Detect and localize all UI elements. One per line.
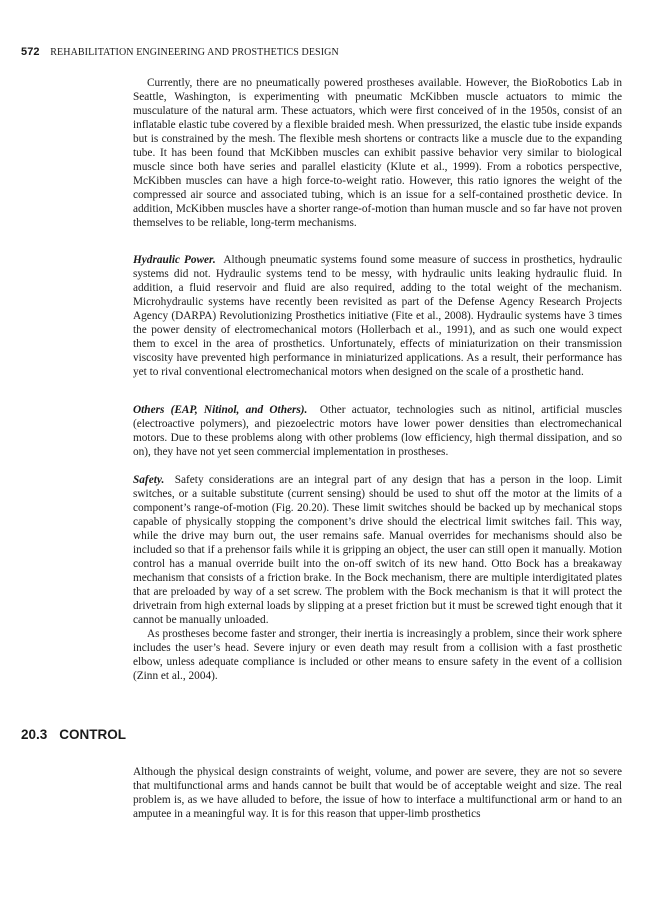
paragraph-text: Currently, there are no pneumatically powered prostheses available. However, the BioRobotics Lab in Seattle, Washington, is experimenting with pneumatic McKibben muscle actuators to mimic the musculature of the natural arm. These actuators, which were first conceived of in the 1950s, consist of an inflatable elastic tube covered by a flexible braided mesh. When pressurized, the elastic tube inside expands but is constrained by the mesh. The flexible mesh shortens or contracts like a muscle due to the expanding tube. It has been found that McKibben muscles can exhibit passive behavior very similar to biological muscle since both have series and parallel elasticity (Klute et al., 1999). From a robotics perspective, McKibben muscles can have a high force-to-weight ratio. However, this ratio ignores the weight of the compressed air source and associated tubing, which is an issue for a self-contained prosthetic device. In addition, McKibben muscles have a shorter range-of-motion than human muscle and so far have not proven themselves to be reliable, long-term mechanisms. — [133, 77, 622, 229]
paragraph-heading-others: Others (EAP, Nitinol, and Others). — [133, 404, 308, 416]
paragraph-hydraulic — [133, 253, 622, 379]
paragraph-text: Although pneumatic systems found some measure of success in prosthetics, hydraulic systems did not. Hydraulic systems tend to be messy, with hydraulic units leaking hydraulic fluid. In addition, a fluid reservoir and fluid are also required, adding to the total weight of the mechanism. Microhydraulic systems have recently been revisited as part of the Defense Agency Research Projects Agency (DARPA) Revolutionizing Prosthetics initiative (Fite et al., 2008). Hydraulic systems have 3 times the power density of electromechanical motors (Hollerbach et al., 1991), and as such one would expect them to excel in the area of prosthetics. Unfortunately, effects of miniaturization on their transmission viscosity have prevented high performance in miniaturized applications. As a result, their performance has yet to rival conventional electromechanical motors when designed on the scale of a prosthetic hand. — [133, 254, 622, 378]
section-number: 20.3 — [21, 727, 48, 742]
running-header — [21, 46, 339, 58]
paragraph-text: Other actuator, technologies such as nitinol, artificial muscles (electroactive polymers), and piezoelectric motors have lower power densities than electromechanical motors. Due to these problems along with other problems (low efficiency, high thermal dissipation, and so on), they have not yet seen commercial implementation in prostheses. — [133, 404, 622, 458]
paragraph-text: Safety considerations are an integral part of any design that has a person in the loop. Limit switches, or a suitable substitute (current sensing) should be used to shut off the motor at the limits of a component’s range-of-motion (Fig. 20.20). These limit switches should be backed up by mechanical stops capable of physically stopping the component’s drive should the electrical limit switches fail. This way, while the drive may burn out, the user remains safe. Manual overrides for mechanisms should also be included so that if a prehensor fails while it is gripping an object, the user can still open it manually. Motion control has a manual override built into the on-off switch of its new hand. Otto Bock has a breakaway mechanism that consists of a friction brake. In the Bock mechanism, there are multiple interdigitated plates that are preloaded by way of a set screw. The problem with the Bock mechanism is that it will protect the drivetrain from high external loads by slipping at a preset friction but it must be screwed tight enough that it cannot be manually unloaded. — [133, 474, 622, 626]
paragraph-inertia: As prostheses become faster and stronger, their inertia is increasingly a problem, since their work sphere includes the user’s head. Severe injury or even death may result from a collision with a fast prosthetic elbow, unless adequate compliance is included or other means to ensure safety in the event of a collision (Zinn et al., 2004). — [133, 628, 622, 682]
running-title: REHABILITATION ENGINEERING AND PROSTHETICS DESIGN — [50, 47, 339, 58]
section-title: CONTROL — [59, 727, 127, 742]
paragraph-heading-safety: Safety. — [133, 474, 165, 486]
paragraph-others — [133, 403, 622, 459]
page-number: 572 — [21, 46, 40, 58]
paragraph-control — [133, 765, 622, 821]
paragraph-intro — [133, 76, 622, 230]
paragraph-heading-hydraulic: Hydraulic Power. — [133, 254, 216, 266]
section-heading — [21, 727, 126, 742]
paragraph-safety — [133, 473, 622, 683]
paragraph-text: Although the physical design constraints of weight, volume, and power are severe, they are not so severe that multifunctional arms and hands cannot be built that would be of acceptable weight and size. The real problem is, as we have alluded to before, the issue of how to interface a multifunctional arm or hand to an amputee in a meaningful way. It is for this reason that upper-limb prosthetics — [133, 766, 622, 820]
